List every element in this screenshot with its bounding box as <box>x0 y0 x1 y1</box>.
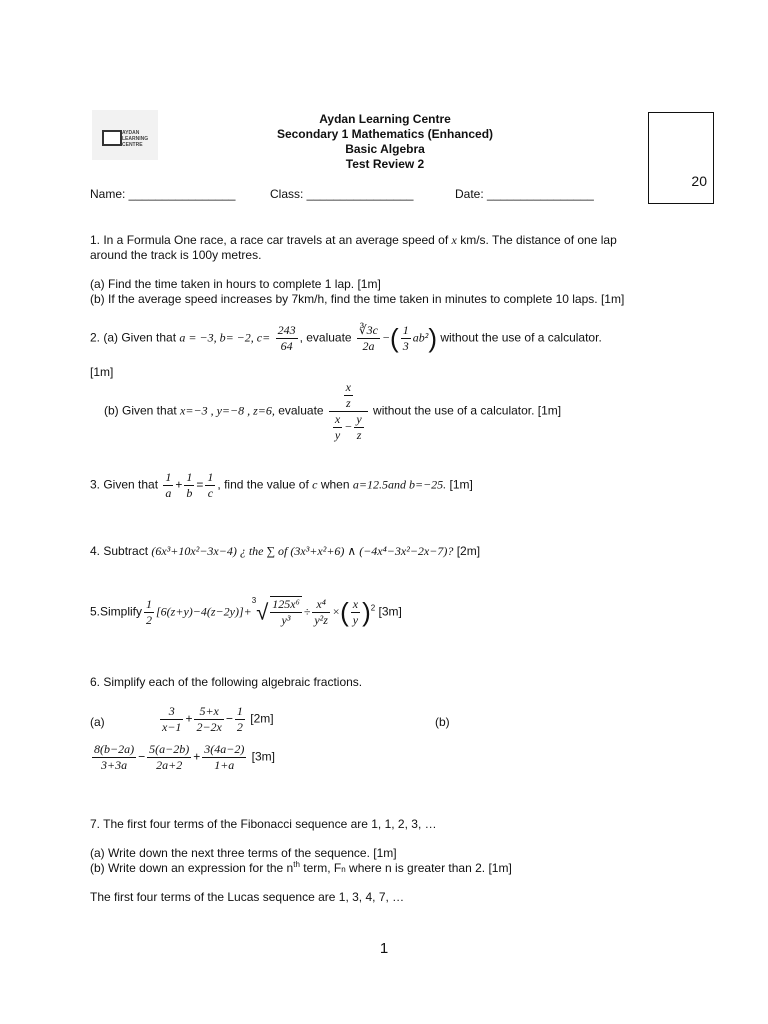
question-1b: (b) If the average speed increases by 7km/h, find the time taken in minutes to complete 10 laps. [1m] <box>90 292 625 306</box>
date-field: Date: ________________ <box>455 187 594 201</box>
class-field: Class: ________________ <box>270 187 414 201</box>
question-6b-label: (b) <box>435 715 450 729</box>
total-marks: 20 <box>691 173 707 189</box>
question-3: 3. Given that $\frac{1}{a}$ + $\frac{1}{b}$ = $\frac{1}{c}$ , find the value of c when a=12.5and b=−25. [1m] <box>90 470 473 500</box>
question-2a-mark: [1m] <box>90 365 114 379</box>
question-4: 4. Subtract (6x³+10x²−3x−4) ¿ the ∑ of (3x³+x²+6) ∧ (−4x⁴−3x²−2x−7)? [2m] <box>90 544 481 558</box>
question-1: 1. In a Formula One race, a race car travels at an average speed of x km/s. The distance of one lap around the track is 100y metres. (a) Find the time taken in hours to complete 1 lap. [1m] (b) If the average speed increases by 7km/h, find the time taken in minutes to complete 10 laps. [1m] <box>90 233 690 307</box>
lucas-statement: The first four terms of the Lucas sequence are 1, 3, 4, 7, … <box>90 890 405 904</box>
test-title: Test Review 2 <box>345 157 425 171</box>
centre-name: Aydan Learning Centre <box>319 112 451 126</box>
question-1a: (a) Find the time taken in hours to complete 1 lap. [1m] <box>90 277 381 291</box>
name-field: Name: ________________ <box>90 187 236 201</box>
question-2a: 2. (a) Given that a = −3, b= −2, c= $\frac{243}{64}$ , evaluate $\frac{∛3c}{2a}$ −( $\frac{1}{3}$ ab²) without the use of a calculator. <box>90 322 602 353</box>
score-box <box>648 112 714 204</box>
centre-logo <box>92 110 158 160</box>
logo-text: AYDAN LEARNING CENTRE <box>122 130 149 148</box>
course-title: Secondary 1 Mathematics (Enhanced) <box>276 127 494 141</box>
question-6b: $\frac{8(b-2a)}{3+3a}$ − $\frac{5(a-2b)}{2a+2}$ + $\frac{3(4a-2)}{1+a}$ [3m] <box>94 742 275 772</box>
question-6a-label: (a) <box>90 715 105 729</box>
question-7b: (b) Write down an expression for the $n^{th}$ term, Fn where n is greater than 2. [1m] <box>90 860 512 875</box>
monitor-icon <box>102 130 122 146</box>
question-7: 7. The first four terms of the Fibonacci sequence are 1, 1, 2, 3, … (a) Write down the next three terms of the sequence. [1m] (b) Write down an expression for the $n^{th}$ term, Fn where n is greater than 2. [1m] The first four terms of the Lucas sequence are 1, 3, 4, 7, … <box>90 817 690 905</box>
topic-title: Basic Algebra <box>345 142 425 156</box>
question-6a: $\frac{3}{x-1}$ + $\frac{5+x}{2-2x}$ − $\frac{1}{2}$ [2m] <box>162 704 274 734</box>
question-7a: (a) Write down the next three terms of the sequence. [1m] <box>90 846 397 860</box>
document-header <box>190 112 580 172</box>
question-6: 6. Simplify each of the following algebraic fractions. <box>90 675 363 689</box>
question-2b: (b) Given that x=−3 , y=−8 , z=6, evaluate $\frac{x}{z}$ $\frac{x}{y}$ − $\frac{y}{z}$ without the use of a calculator. [1m] <box>104 380 562 442</box>
question-5: 5.Simplify $\frac{1}{2}$ [6(z+y)−4(z−2y)]+$^3$√ $\frac{\text{125x⁶}}{\text{y³}}$ ÷ $\frac{\text{x⁴}}{\text{y²z}}$ ×( $\frac{x}{y}$ )$^2$ [3m] <box>90 596 402 628</box>
page-number: 1 <box>379 940 389 957</box>
